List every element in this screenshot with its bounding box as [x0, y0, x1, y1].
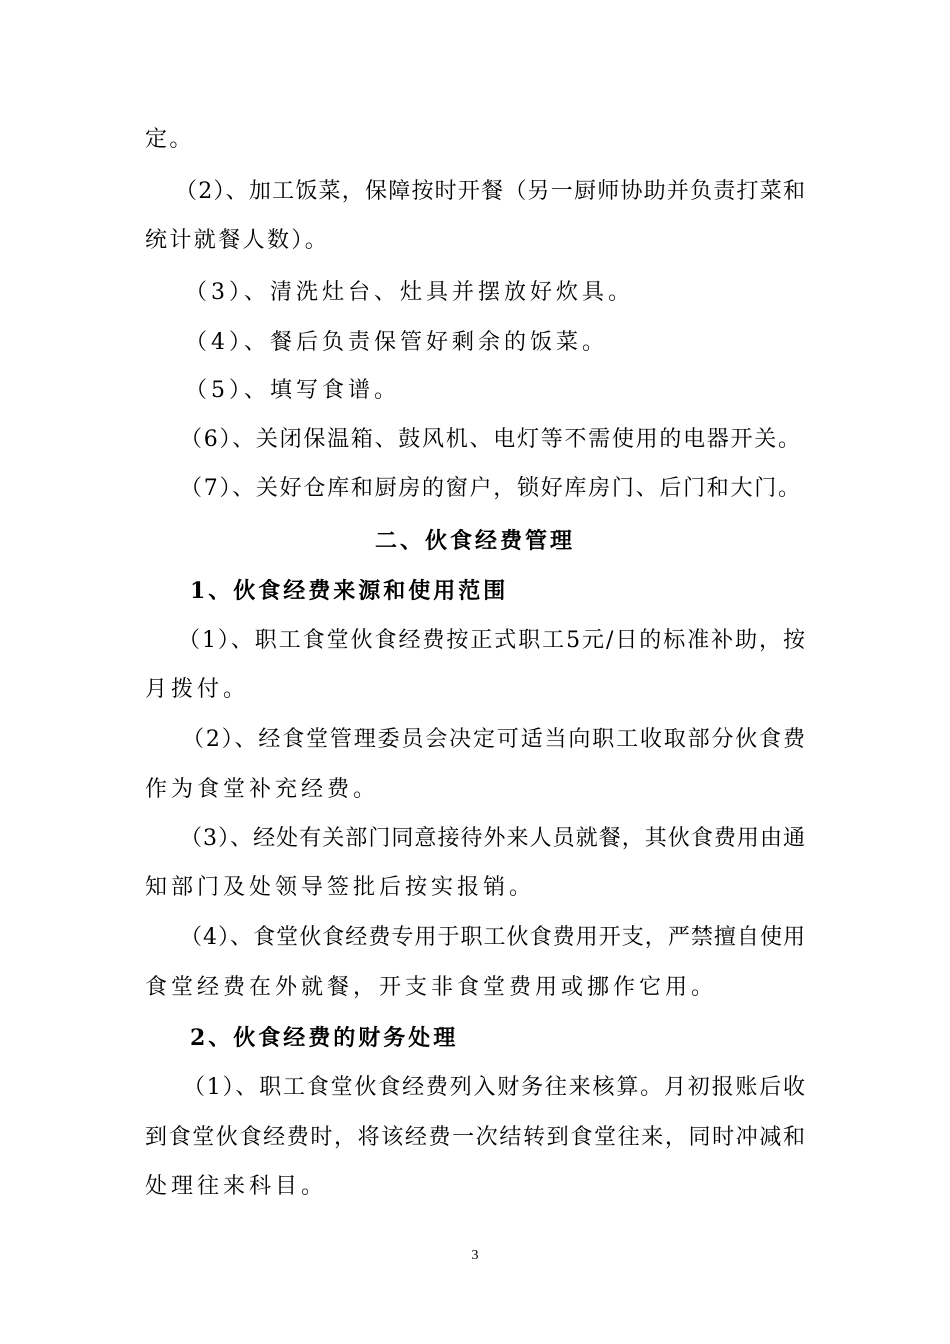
- paragraph-line: 统计就餐人数）。: [145, 228, 330, 253]
- list-item: （6）、关闭保温箱、鼓风机、电灯等不需使用的电器开关。: [180, 427, 800, 452]
- subsection-heading: 1、伙食经费来源和使用范围: [190, 578, 509, 604]
- list-item: （5）、填写食谱。: [185, 378, 400, 403]
- paragraph-line: 食堂经费在外就餐，开支非食堂费用或挪作它用。: [145, 975, 718, 1000]
- list-item-line: （1）、职工食堂伙食经费列入财务往来核算。月初报账后收: [183, 1075, 805, 1100]
- list-item-line: （2）、加工饭菜，保障按时开餐（另一厨师协助并负责打菜和: [175, 179, 805, 204]
- page-number: 3: [471, 1248, 479, 1263]
- paragraph-line: 处理往来科目。: [145, 1174, 328, 1199]
- list-item-line: （2）、经食堂管理委员会决定可适当向职工收取部分伙食费: [182, 727, 805, 752]
- paragraph-line: 月拨付。: [145, 677, 250, 702]
- list-item: （7）、关好仓库和厨房的窗户，锁好库房门、后门和大门。: [180, 476, 800, 501]
- list-item: （4）、餐后负责保管好剩余的饭菜。: [185, 330, 608, 355]
- subsection-heading: 2、伙食经费的财务处理: [190, 1025, 459, 1051]
- list-item-line: （3）、经处有关部门同意接待外来人员就餐，其伙食费用由通: [180, 826, 805, 851]
- section-heading: 二、伙食经费管理: [374, 528, 575, 554]
- paragraph-line: 知部门及处领导签批后按实报销。: [145, 875, 536, 900]
- list-item: （3）、清洗灶台、灶具并摆放好炊具。: [185, 280, 634, 305]
- paragraph-line: 到食堂伙食经费时，将该经费一次结转到食堂往来，同时冲减和: [145, 1125, 805, 1150]
- paragraph-line: 定。: [145, 127, 194, 152]
- list-item-line: （4）、食堂伙食经费专用于职工伙食费用开支，严禁擅自使用: [180, 925, 805, 950]
- list-item-line: （1）、职工食堂伙食经费按正式职工5元/日的标准补助，按: [178, 628, 805, 653]
- paragraph-line: 作为食堂补充经费。: [145, 777, 380, 802]
